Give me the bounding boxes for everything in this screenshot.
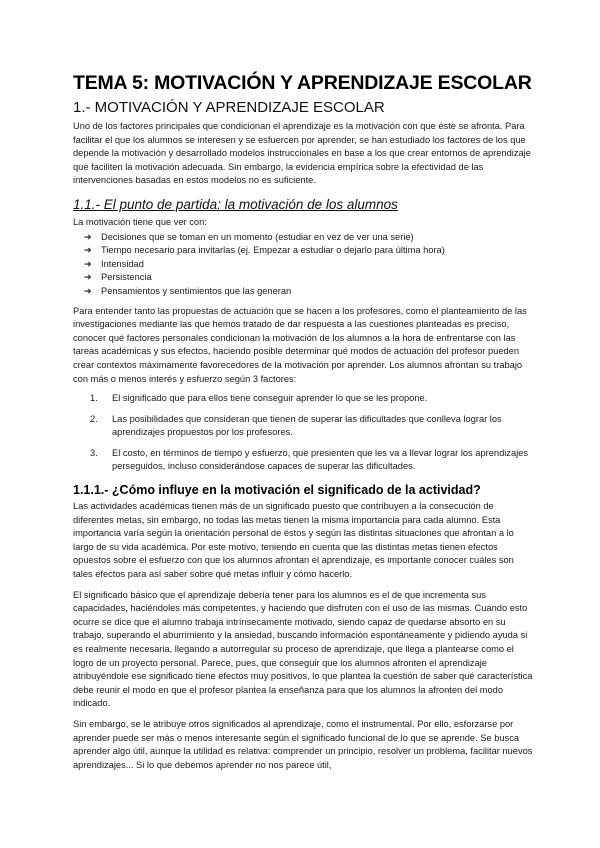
list-item [84, 231, 533, 245]
numbered-item [90, 413, 533, 440]
factors-list [73, 392, 533, 474]
page-title: TEMA 5: MOTIVACIÓN Y APRENDIZAJE ESCOLAR [73, 72, 532, 94]
list-item [84, 244, 533, 258]
section-1-intro-paragraph: Uno de los factores principales que condicionan el aprendizaje es la motivación con que éste se afronta. Para facilitar el que los alumnos se interesen y se esfuercen por aprender, se han estudiado los factores de los que depende la motivación y desarrollado modelos instruccionales en base a los que crear entornos de aprendizaje que faciliten la motivación adecuada. Sin embargo, la evidencia empírica sobre la efectividad de las intervenciones basadas en estos modelos no es suficiente. [73, 121, 531, 186]
list-item-text: Pensamientos y sentimientos que las generan [101, 285, 292, 296]
body-paragraph: Sin embargo, se le atribuye otros significados al aprendizaje, como el instrumental. Por ello, esforzarse por aprender puede ser más o menos interesante según el significado funcional de lo que se aprende. Se busca aprender algo útil, aunque la utilidad es relativa: comprender un principio, resolver un problema, facilitar nuevos aprendizajes... Si lo que debemos aprender no nos parece útil, [73, 718, 533, 770]
arrow-icon: ➔ [84, 272, 92, 283]
item-text: El costo, en términos de tiempo y esfuerzo, que presienten que les va a llevar lograr los aprendizajes perseguidos, incluso considerándose capaces de superar las dificultades. [112, 447, 529, 472]
numbered-item [90, 447, 533, 474]
motivation-aspects-list [73, 231, 533, 299]
arrow-icon: ➔ [84, 285, 92, 296]
body-paragraph: El significado básico que el aprendizaje debería tener para los alumnos es el de que incrementa sus capacidades, haciéndoles más competentes, y haciendo que disfruten con el uso de las mismas. Cuando esto ocurre se dice que el alumno trabaja intrínsecamente motivado, siendo capaz de quedarse absorto en su trabajo, superando el aburrimiento y la ansiedad, buscando información espontáneamente y pidiendo ayuda si es realmente necesaria, llegando a autorregular su proceso de aprendizaje, que llega a plantearse como el logro de un proyecto personal. Parece, pues, que conseguir que los alumnos afronten el aprendizaje atribuyéndole ese significado tiene efectos muy positivos, lo que plantea la cuestión de saber qué característica debe reunir el modo en que el profesor plantea la enseñanza para que los alumnos la afronten del modo indicado. [73, 589, 533, 709]
item-text: El significado que para ellos tiene conseguir aprender lo que se les propone. [112, 393, 428, 404]
section-heading-1-1: 1.1.- El punto de partida: la motivación de los alumnos [73, 196, 398, 212]
list-item [84, 285, 533, 299]
list-item-text: Persistencia [101, 272, 152, 283]
item-text: Las posibilidades que consideran que tienen de superar las dificultades que conlleva lograr los aprendizajes propuestos por los profesores. [112, 413, 502, 438]
section-heading-1: 1.- MOTIVACIÓN Y APRENDIZAJE ESCOLAR [73, 99, 385, 116]
item-number: 1. [90, 393, 98, 404]
item-number: 2. [90, 413, 98, 424]
list-item [84, 271, 533, 285]
arrow-icon: ➔ [84, 231, 92, 242]
motivation-lead-text: La motivación tiene que ver con: [73, 216, 207, 227]
item-number: 3. [90, 447, 98, 458]
list-item [84, 258, 533, 272]
section-heading-1-1-1: 1.1.1.- ¿Cómo influye en la motivación el significado de la actividad? [73, 483, 481, 498]
arrow-icon: ➔ [84, 258, 92, 269]
body-paragraph: Las actividades académicas tienen más de un significado puesto que contribuyen a la consecución de diferentes metas, sin embargo, no todas las metas tienen la misma importancia para cada alumno. Esta importancia varía según la orientación personal de éstos y según las distintas situaciones que afrontan a lo largo de su vida académica. Por este motivo, teniendo en cuenta que las distintas metas tienen efectos opuestos sobre el esfuerzo con que los alumnos afrontan el aprendizaje, es importante conocer cuáles son tales efectos para así saber sobre qué metas influir y cómo hacerlo. [73, 501, 514, 580]
list-item-text: Intensidad [101, 258, 144, 269]
list-item-text: Tiempo necesario para invitarlas (ej. Empezar a estudiar o dejarlo para última hora) [101, 245, 445, 256]
arrow-icon: ➔ [84, 245, 92, 256]
numbered-item [90, 392, 533, 406]
list-item-text: Decisiones que se toman en un momento (estudiar en vez de ver una serie) [101, 231, 414, 242]
document-page [73, 70, 533, 772]
factors-intro-paragraph: Para entender tanto las propuestas de actuación que se hacen a los profesores, como el planteamiento de las investigaciones mediante las que hemos tratado de dar respuesta a las cuestiones planteadas es preciso, conocer qué factores personales condicionan la motivación de los alumnos a la hora de enfrentarse con las tareas académicas y sus efectos, haciendo posible determinar qué modos de actuación del profesor pueden crear contextos máximamente favorecedores de la motivación por aprender. Los alumnos afrontan su trabajo con más o menos interés y esfuerzo según 3 factores: [73, 305, 527, 384]
